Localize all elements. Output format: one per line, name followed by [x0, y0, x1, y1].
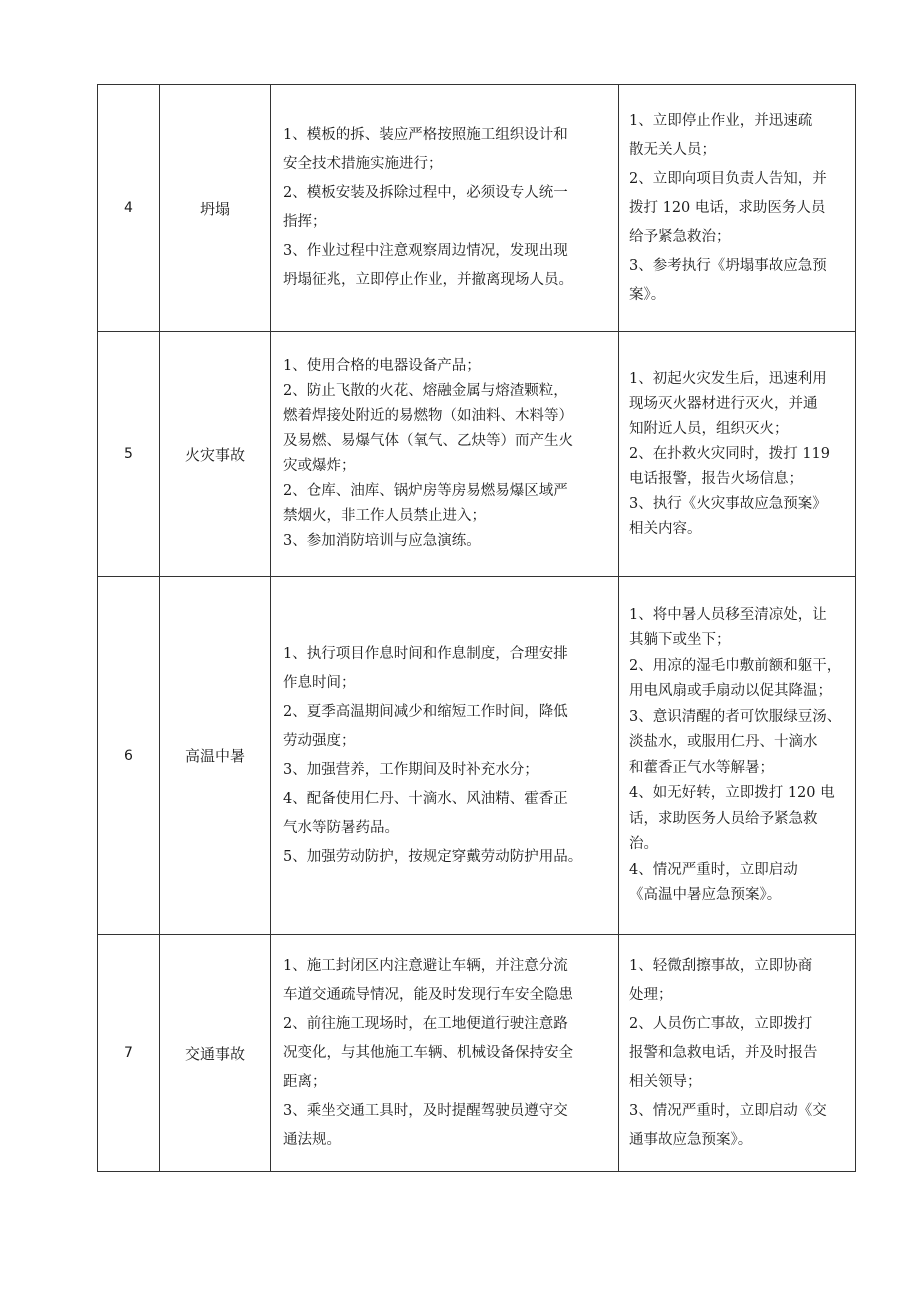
measure-line: 1、模板的拆、装应严格按照施工组织设计和	[283, 127, 568, 143]
response-line: 给予紧急救治；	[629, 228, 731, 245]
measure-line: 1、使用合格的电器设备产品；	[283, 358, 481, 374]
measure-line: 及易燃、易爆气体（氧气、乙炔等）而产生火	[283, 433, 573, 449]
measure-line: 距离；	[283, 1073, 327, 1090]
response-line: 案》。	[629, 286, 666, 303]
response-line: 2、用凉的湿毛巾敷前额和躯干，	[629, 657, 842, 674]
response-line: 《高温中暑应急预案》。	[629, 887, 782, 903]
prevention-measures-cell	[271, 935, 619, 1172]
emergency-response-cell	[619, 332, 856, 577]
hazard-name: 坍塌	[160, 85, 271, 332]
response-line: 散无关人员；	[629, 141, 716, 158]
measure-line: 作息时间；	[283, 674, 356, 691]
response-line: 话，求助医务人员给予紧急救	[629, 810, 818, 827]
emergency-response-cell	[619, 85, 856, 332]
measure-line: 3、乘坐交通工具时，及时提醒驾驶员遵守交	[283, 1102, 568, 1119]
measure-line: 5、加强劳动防护，按规定穿戴劳动防护用品。	[283, 848, 583, 865]
measure-line: 燃着焊接处附近的易燃物（如油料、木料等）	[283, 408, 573, 424]
measure-line: 3、参加消防培训与应急演练。	[283, 533, 481, 549]
response-line: 4、如无好转，立即拨打 120 电	[629, 785, 835, 801]
measure-line: 2、防止飞散的火花、熔融金属与熔渣颗粒，	[283, 383, 568, 399]
row-number: 6	[98, 577, 160, 935]
response-line: 1、轻微刮擦事故，立即协商	[629, 957, 813, 974]
response-line: 3、参考执行《坍塌事故应急预	[629, 257, 827, 274]
table-row	[98, 935, 856, 1172]
emergency-plan-table	[97, 84, 856, 1172]
measure-line: 灾或爆炸；	[283, 458, 356, 474]
row-number: 5	[98, 332, 160, 577]
measure-line: 2、夏季高温期间减少和缩短工作时间，降低	[283, 703, 568, 720]
response-line: 2、立即向项目负责人告知，并	[629, 170, 827, 187]
emergency-response-cell	[619, 577, 856, 935]
measure-line: 安全技术措施实施进行；	[283, 156, 443, 172]
measure-line: 况变化，与其他施工车辆、机械设备保持安全	[283, 1044, 573, 1061]
response-line: 治。	[629, 836, 658, 852]
prevention-measures-cell	[271, 577, 619, 935]
measure-line: 通法规。	[283, 1131, 341, 1148]
measure-line: 劳动强度；	[283, 732, 356, 749]
response-line: 通事故应急预案》。	[629, 1131, 753, 1148]
response-line: 其躺下或坐下；	[629, 632, 731, 648]
measure-line: 3、加强营养，工作期间及时补充水分；	[283, 761, 539, 778]
measure-line: 2、仓库、油库、锅炉房等房易燃易爆区域严	[283, 483, 568, 499]
response-line: 相关内容。	[629, 520, 702, 537]
response-line: 知附近人员，组织灭火；	[629, 420, 789, 437]
measure-line: 指挥；	[283, 214, 327, 230]
response-line: 3、执行《火灾事故应急预案》	[629, 495, 827, 512]
row-number: 7	[98, 935, 160, 1172]
response-line: 电话报警，报告火场信息；	[629, 470, 803, 487]
response-line: 拨打 120 电话，求助医务人员	[629, 199, 826, 216]
measure-line: 3、作业过程中注意观察周边情况，发现出现	[283, 243, 568, 259]
response-line: 1、立即停止作业，并迅速疏	[629, 112, 813, 129]
measure-line: 车道交通疏导情况，能及时发现行车安全隐患	[283, 986, 573, 1003]
row-number: 4	[98, 85, 160, 332]
response-line: 用电风扇或手扇动以促其降温；	[629, 683, 832, 699]
prevention-measures-cell	[271, 85, 619, 332]
hazard-name: 火灾事故	[160, 332, 271, 577]
response-line: 2、在扑救火灾同时，拨打 119	[629, 445, 831, 462]
measure-line: 1、执行项目作息时间和作息制度，合理安排	[283, 645, 568, 662]
response-line: 3、意识清醒的者可饮服绿豆汤、	[629, 708, 842, 725]
response-line: 4、情况严重时，立即启动	[629, 861, 798, 878]
measure-line: 2、前往施工现场时，在工地便道行驶注意路	[283, 1015, 568, 1032]
table-row	[98, 85, 856, 332]
emergency-response-cell	[619, 935, 856, 1172]
measure-line: 禁烟火，非工作人员禁止进入；	[283, 508, 486, 524]
response-line: 1、初起火灾发生后，迅速利用	[629, 370, 827, 387]
response-line: 1、将中暑人员移至清凉处，让	[629, 606, 827, 623]
response-line: 淡盐水，或服用仁丹、十滴水	[629, 734, 818, 750]
measure-line: 1、施工封闭区内注意避让车辆，并注意分流	[283, 957, 568, 974]
table-row	[98, 332, 856, 577]
response-line: 2、人员伤亡事故，立即拨打	[629, 1015, 813, 1032]
measure-line: 坍塌征兆，立即停止作业，并撤离现场人员。	[283, 272, 573, 288]
response-line: 和藿香正气水等解暑；	[629, 759, 774, 776]
response-line: 3、情况严重时，立即启动《交	[629, 1102, 827, 1119]
hazard-name: 交通事故	[160, 935, 271, 1172]
measure-line: 4、配备使用仁丹、十滴水、风油精、霍香正	[283, 790, 568, 807]
response-line: 处理；	[629, 986, 673, 1003]
hazard-name: 高温中暑	[160, 577, 271, 935]
response-line: 现场灭火器材进行灭火，并通	[629, 395, 818, 412]
prevention-measures-cell	[271, 332, 619, 577]
response-line: 相关领导；	[629, 1073, 702, 1090]
response-line: 报警和急救电话，并及时报告	[629, 1044, 818, 1061]
table-row	[98, 577, 856, 935]
measure-line: 2、模板安装及拆除过程中，必须设专人统一	[283, 185, 568, 201]
measure-line: 气水等防暑药品。	[283, 819, 399, 836]
